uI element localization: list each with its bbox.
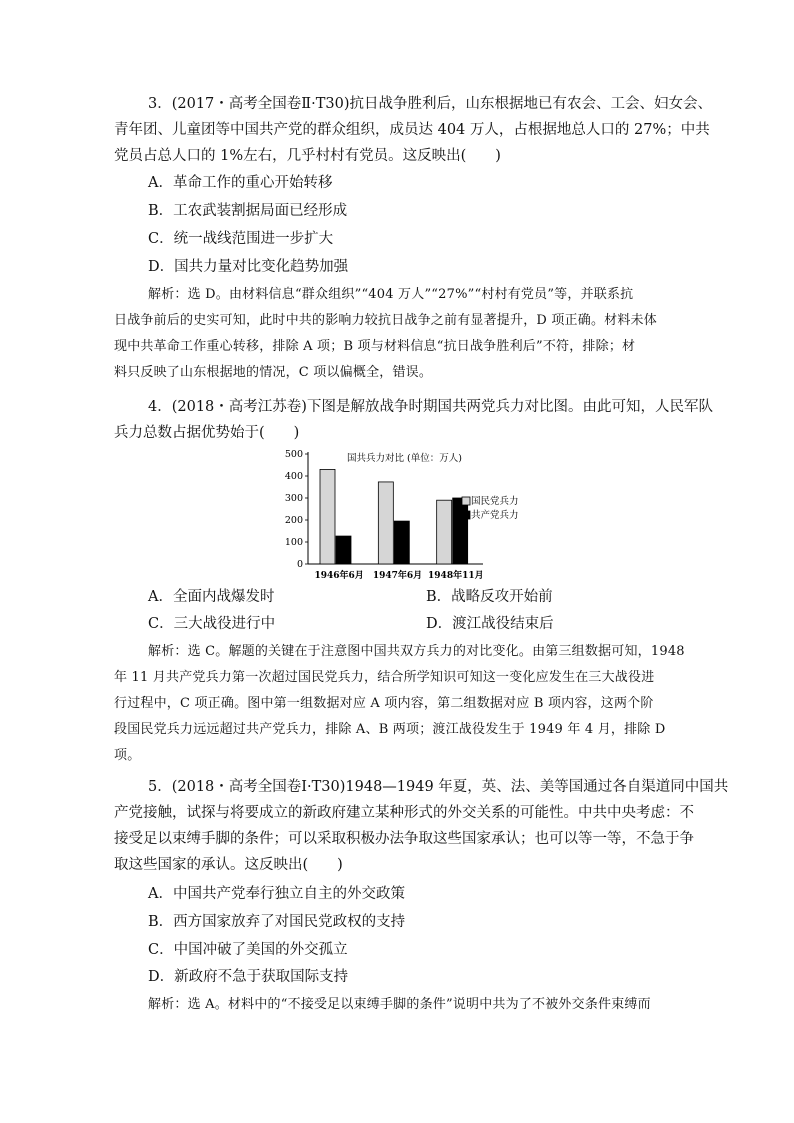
q4-option-c: C．三大战役进行中 <box>148 616 276 632</box>
q5-option-b: B．西方国家放弃了对国民党政权的支持 <box>148 914 406 930</box>
troop-comparison-chart <box>278 448 548 586</box>
q3-option-d: D．国共力量对比变化趋势加强 <box>148 259 349 275</box>
bar-cpc-1 <box>394 521 409 564</box>
y-tick-label: 100 <box>284 537 303 548</box>
x-tick-label: 1948年11月 <box>428 571 484 581</box>
q5-stem-line2: 产党接触，试探与将要成立的新政府建立某种形式的外交关系的可能性。中共中央考虑：不 <box>114 805 694 821</box>
q5-option-c: C．中国冲破了美国的外交孤立 <box>148 942 348 958</box>
q5-stem-line4: 取这些国家的承认。这反映出( ) <box>114 857 343 873</box>
bar-cpc-0 <box>336 536 351 564</box>
chart-title: 国共兵力对比 (单位：万人) <box>347 453 462 464</box>
chart-bars <box>320 469 468 564</box>
y-tick-label: 300 <box>284 493 303 504</box>
q5-explanation-line1: 解析：选 A。材料中的“不接受足以束缚手脚的条件”说明中共为了不被外交条件束缚而 <box>148 997 651 1012</box>
bar-kmt-1 <box>378 482 393 564</box>
q4-stem-line1: 4．(2018・高考江苏卷)下图是解放战争时期国共两党兵力对比图。由此可知，人民军队 <box>148 399 713 415</box>
q5-stem-line1: 5．(2018・高考全国卷Ⅰ·T30)1948—1949 年夏，英、法、美等国通过各自渠道同中国共 <box>148 779 729 795</box>
q3-option-c: C．统一战线范围进一步扩大 <box>148 231 334 247</box>
x-tick-label: 1947年6月 <box>372 571 423 581</box>
q3-option-b: B．工农武装割据局面已经形成 <box>148 203 348 219</box>
y-tick-label: 200 <box>284 515 303 526</box>
q4-explanation-line5: 项。 <box>114 748 141 763</box>
q4-option-d: D．渡江战役结束后 <box>426 616 554 632</box>
y-tick-label: 0 <box>296 559 303 570</box>
x-tick-labels <box>315 569 484 581</box>
bar-kmt-2 <box>437 500 452 564</box>
y-tick-labels <box>285 449 308 570</box>
y-tick-label: 500 <box>284 449 303 460</box>
q3-explanation-line2: 日战争前后的史实可知，此时中共的影响力较抗日战争之前有显著提升，D 项正确。材料未体 <box>114 313 657 328</box>
legend-swatch-cpc <box>462 511 470 519</box>
q4-option-a: A．全面内战爆发时 <box>148 589 275 605</box>
q3-option-a: A．革命工作的重心开始转移 <box>148 175 333 191</box>
q5-option-d: D．新政府不急于获取国际支持 <box>148 969 349 985</box>
q5-stem-line3: 接受足以束缚手脚的条件；可以采取积极办法争取这些国家承认；也可以等一等，不急于争 <box>114 831 694 847</box>
y-tick-label: 400 <box>284 471 303 482</box>
q5-option-a: A．中国共产党奉行独立自主的外交政策 <box>148 886 405 902</box>
q3-stem-line3: 党员占总人口的 1%左右，几乎村村有党员。这反映出( ) <box>114 148 501 164</box>
q3-stem-line1: 3．(2017・高考全国卷Ⅱ·T30)抗日战争胜利后，山东根据地已有农会、工会、妇女会、 <box>148 96 713 112</box>
bar-kmt-0 <box>320 469 335 564</box>
q4-option-b: B．战略反攻开始前 <box>426 589 553 605</box>
q4-explanation-line3: 行过程中，C 项正确。图中第一组数据对应 A 项内容，第二组数据对应 B 项内容，这两个阶 <box>114 696 654 711</box>
chart-legend <box>462 495 519 521</box>
x-tick-label: 1946年6月 <box>314 571 364 581</box>
bar-cpc-2 <box>453 498 468 564</box>
q3-explanation-line4: 料只反映了山东根据地的情况，C 项以偏概全，错误。 <box>114 365 433 380</box>
q4-explanation-line2: 年 11 月共产党兵力第一次超过国民党兵力，结合所学知识可知这一变化应发生在三大战役进 <box>114 670 655 685</box>
q3-explanation-line3: 现中共革命工作重心转移，排除 A 项；B 项与材料信息“抗日战争胜利后”不符，排除；材 <box>114 339 636 354</box>
q4-stem-line2: 兵力总数占据优势始于( ) <box>114 425 300 441</box>
q3-explanation-line1: 解析：选 D。由材料信息“群众组织”“404 万人”“27%”“村村有党员”等，并联系抗 <box>148 287 634 302</box>
q3-stem-line2: 青年团、儿童团等中国共产党的群众组织，成员达 404 万人，占根据地总人口的 27%；中共 <box>114 122 710 138</box>
q4-explanation-line1: 解析：选 C。解题的关键在于注意图中国共双方兵力的对比变化。由第三组数据可知，1948 <box>148 644 685 659</box>
legend-swatch-kmt <box>462 497 470 505</box>
legend-label-kmt: 国民党兵力 <box>471 496 519 507</box>
q4-explanation-line4: 段国民党兵力远远超过共产党兵力，排除 A、B 两项；渡江战役发生于 1949 年 4 月，排除 D <box>114 722 666 737</box>
legend-label-cpc: 共产党兵力 <box>471 510 519 521</box>
